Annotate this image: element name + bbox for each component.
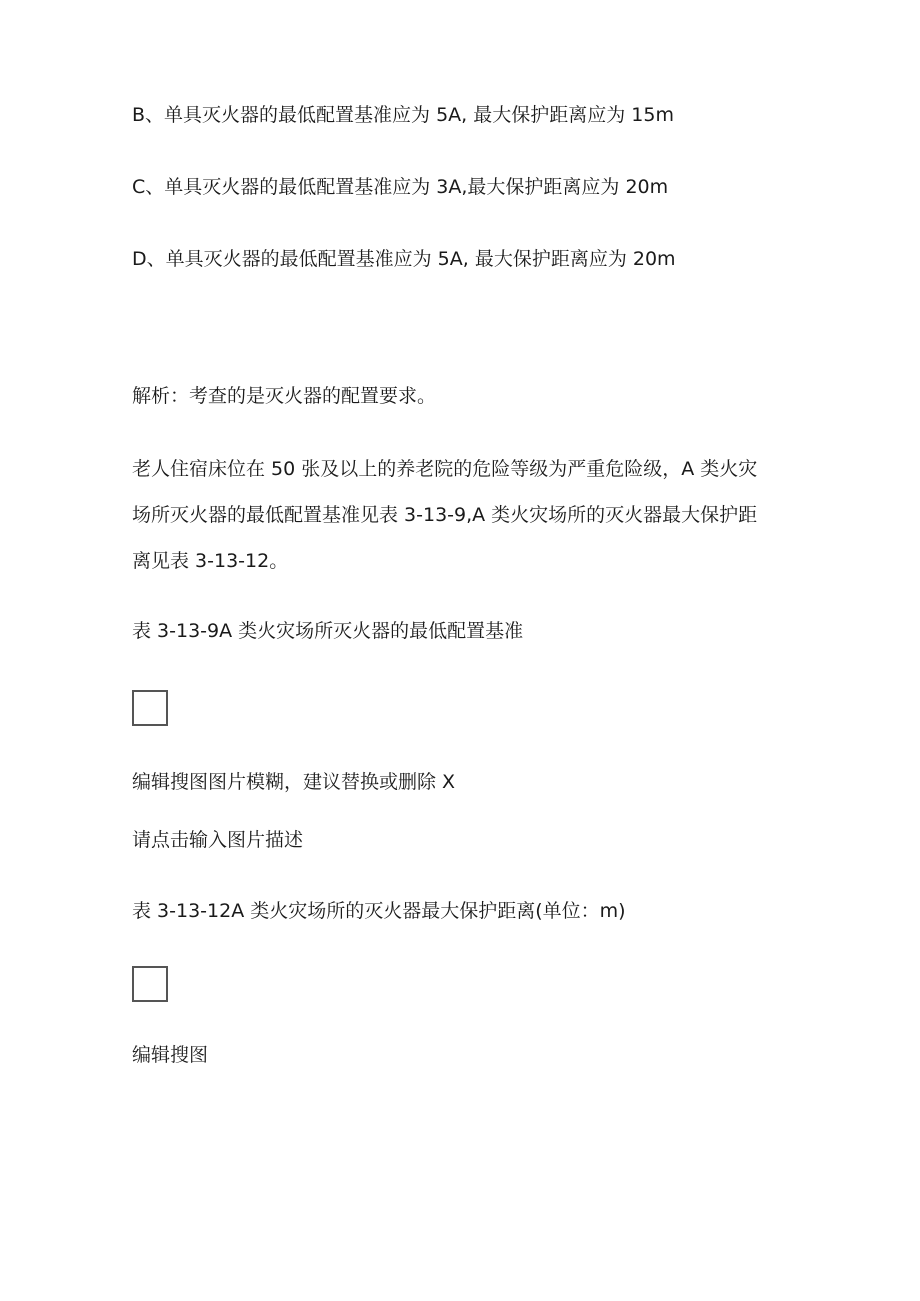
table1-image-placeholder[interactable] xyxy=(132,690,168,726)
table2-image-placeholder[interactable] xyxy=(132,966,168,1002)
option-b: B、单具灭火器的最低配置基准应为 5A, 最大保护距离应为 15m xyxy=(132,104,674,126)
option-c: C、单具灭火器的最低配置基准应为 3A,最大保护距离应为 20m xyxy=(132,176,669,198)
analysis-paragraph-line-2: 场所灭火器的最低配置基准见表 3-13-9,A 类火灾场所的灭火器最大保护距 xyxy=(132,504,758,526)
table1-image-description-prompt[interactable]: 请点击输入图片描述 xyxy=(132,829,304,851)
analysis-paragraph-line-1: 老人住宿床位在 50 张及以上的养老院的危险等级为严重危险级，A 类火灾 xyxy=(132,458,758,480)
table2-caption: 表 3-13-12A 类火灾场所的灭火器最大保护距离(单位：m) xyxy=(132,900,626,922)
table1-caption: 表 3-13-9A 类火灾场所灭火器的最低配置基准 xyxy=(132,620,524,642)
analysis-paragraph-line-3: 离见表 3-13-12。 xyxy=(132,550,289,572)
table1-image-notice[interactable]: 编辑搜图图片模糊，建议替换或删除 X xyxy=(132,771,456,793)
analysis-heading: 解析：考查的是灭火器的配置要求。 xyxy=(132,385,437,407)
table2-image-notice[interactable]: 编辑搜图 xyxy=(132,1044,209,1066)
option-d: D、单具灭火器的最低配置基准应为 5A, 最大保护距离应为 20m xyxy=(132,248,676,270)
